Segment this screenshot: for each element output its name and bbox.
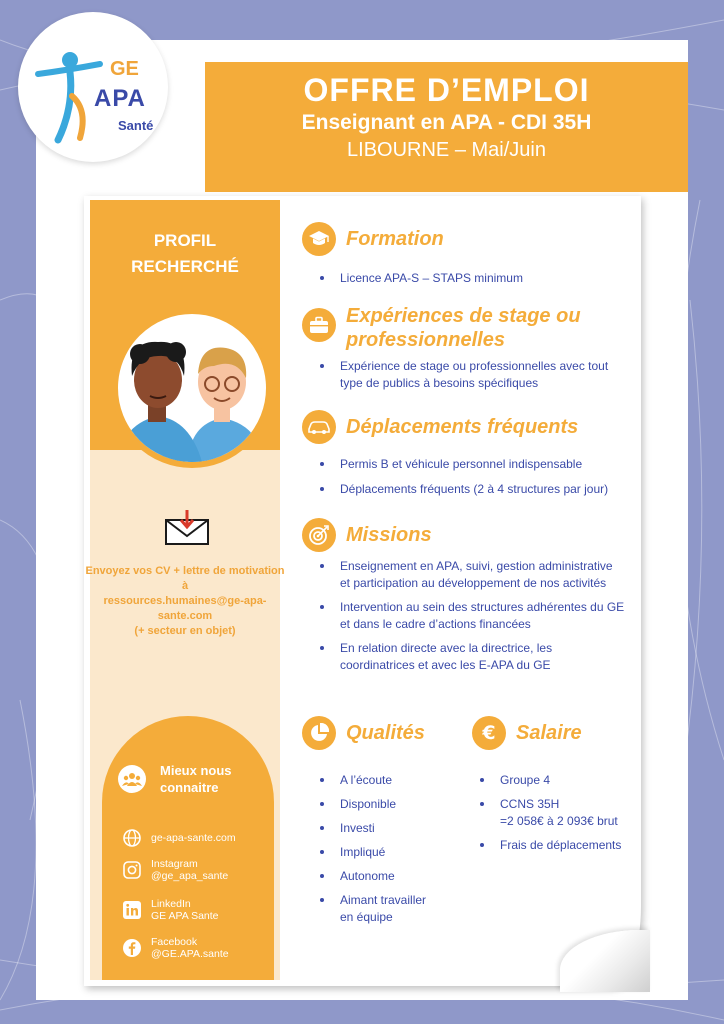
qualities-title: Qualités <box>346 722 425 744</box>
instagram-link[interactable] <box>122 858 228 882</box>
contact-line1: Envoyez vos CV + lettre de motivation à <box>85 565 285 592</box>
target-icon <box>302 518 336 552</box>
logo-ge-text: GE <box>110 58 139 80</box>
list-item <box>318 599 638 633</box>
header-banner <box>205 62 688 192</box>
mission-3-line1: En relation directe avec la directrice, les <box>340 641 553 655</box>
list-item: Déplacements fréquents (2 à 4 structures par jour) <box>318 481 638 498</box>
list-item <box>318 558 638 592</box>
list-item <box>318 640 638 674</box>
website-link[interactable] <box>122 828 236 848</box>
contact-instructions <box>84 564 286 639</box>
euro-icon: € <box>472 716 506 750</box>
missions-list <box>318 558 638 674</box>
section-salary <box>472 716 582 750</box>
graduation-cap-icon <box>302 222 336 256</box>
pie-chart-icon <box>302 716 336 750</box>
salary-list <box>478 772 638 854</box>
mission-3-line2: coordinatrices et avec les E-APA du GE <box>340 658 551 672</box>
profile-title <box>90 228 280 280</box>
facebook-icon <box>122 938 142 958</box>
experience-title-line1: Expériences de stage ou <box>346 305 581 327</box>
list-item: Licence APA-S – STAPS minimum <box>318 270 628 287</box>
formation-list <box>318 270 628 287</box>
list-item: Investi <box>318 820 458 837</box>
linkedin-label: LinkedIn <box>151 898 191 910</box>
experience-list <box>318 358 638 392</box>
list-item: Disponible <box>318 796 458 813</box>
experience-title <box>346 304 581 352</box>
left-sidebar <box>85 200 285 980</box>
list-item: Frais de déplacements <box>478 837 638 854</box>
section-travel <box>302 410 578 444</box>
section-formation <box>302 222 444 256</box>
social-title-line1: Mieux nous <box>160 763 232 778</box>
list-item <box>478 796 638 830</box>
social-title-line2: connaitre <box>160 780 219 795</box>
linkedin-icon <box>122 900 142 920</box>
experience-item-line1: Expérience de stage ou professionnelles avec tout <box>340 359 609 373</box>
website-text: ge-apa-sante.com <box>151 832 236 844</box>
globe-icon <box>122 828 142 848</box>
logo-sante-text: Santé <box>118 118 154 133</box>
contact-line3: (+ secteur en objet) <box>134 625 236 637</box>
qualities-list <box>318 772 458 926</box>
logo-apa-text: APA <box>94 85 146 112</box>
salary-item2-line1: CCNS 35H <box>500 797 560 811</box>
missions-title: Missions <box>346 524 432 546</box>
facebook-handle: @GE.APA.sante <box>151 948 229 960</box>
list-item: A l’écoute <box>318 772 458 789</box>
group-icon <box>118 765 146 793</box>
envelope-icon <box>164 508 210 546</box>
list-item <box>318 892 458 926</box>
list-item: Autonome <box>318 868 458 885</box>
job-location: LIBOURNE – Mai/Juin <box>347 139 546 161</box>
instagram-handle: @ge_apa_sante <box>151 870 229 882</box>
section-missions <box>302 518 432 552</box>
travel-title: Déplacements fréquents <box>346 416 579 438</box>
list-item <box>318 358 638 392</box>
mission-2-line2: et dans le cadre d’actions financées <box>340 617 531 631</box>
profile-title-line1: PROFIL <box>153 231 217 250</box>
experience-title-line2: professionnelles <box>346 329 505 351</box>
section-qualities <box>302 716 425 750</box>
contact-email[interactable]: ressources.humaines@ge-apa-sante.com <box>103 595 267 622</box>
car-icon <box>302 410 336 444</box>
salary-item2-line2: =2 058€ à 2 093€ brut <box>500 814 618 828</box>
instagram-label: Instagram <box>151 858 198 870</box>
linkedin-link[interactable] <box>122 898 219 922</box>
ge-apa-sante-logo <box>18 12 168 162</box>
job-position: Enseignant en APA - CDI 35H <box>301 111 592 134</box>
social-title <box>160 762 232 796</box>
social-header <box>118 762 232 796</box>
instagram-icon <box>122 860 142 880</box>
facebook-link[interactable] <box>122 936 229 960</box>
linkedin-handle: GE APA Sante <box>151 910 219 922</box>
salary-title: Salaire <box>516 722 582 744</box>
avatar <box>112 308 272 468</box>
list-item: Impliqué <box>318 844 458 861</box>
list-item: Permis B et véhicule personnel indispensable <box>318 456 638 473</box>
quality-last-line2: en équipe <box>340 910 393 924</box>
mission-1-line2: et participation au développement de nos activités <box>340 576 607 590</box>
profile-title-line2: RECHERCHÉ <box>131 257 239 276</box>
section-experience <box>302 304 581 352</box>
formation-title: Formation <box>346 228 444 250</box>
page-title: OFFRE D’EMPLOI <box>303 72 590 108</box>
experience-item-line2: type de publics à besoins spécifiques <box>340 376 539 390</box>
people-illustration-icon <box>118 314 266 462</box>
facebook-label: Facebook <box>151 936 198 948</box>
briefcase-icon <box>302 308 336 342</box>
mission-2-line1: Intervention au sein des structures adhérentes du GE <box>340 600 625 614</box>
travel-list <box>318 456 638 498</box>
social-card <box>102 716 274 980</box>
quality-last-line1: Aimant travailler <box>340 893 427 907</box>
list-item: Groupe 4 <box>478 772 638 789</box>
mission-1-line1: Enseignement en APA, suivi, gestion administrative <box>340 559 613 573</box>
